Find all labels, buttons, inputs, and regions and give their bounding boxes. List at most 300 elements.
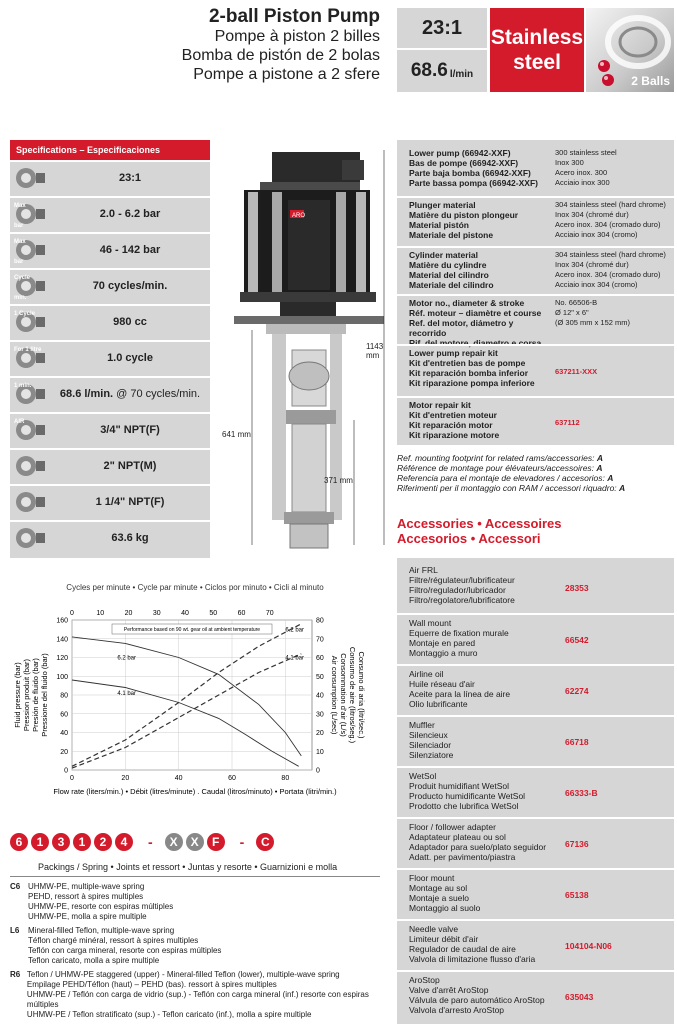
icon-caption: AIR: [14, 419, 25, 425]
icon-caption: min.: [14, 295, 27, 301]
detail-row: [397, 396, 674, 445]
accessory-label: Aceite para la línea de aire: [409, 689, 511, 699]
order-code-digit: X: [165, 833, 183, 851]
y-left-axis-label: Fluid pressure (bar): [13, 662, 22, 728]
detail-value: 300 stainless steel: [555, 148, 617, 157]
spec-row: [10, 196, 210, 230]
packing-description: UHMW-PE / Teflón con carga de vidrio (sup.) - Teflón con carga mineral (inf.) resorte con espiras múltiples: [26, 990, 369, 1009]
detail-labels: [397, 198, 547, 246]
accessory-part-number: 66542: [565, 634, 589, 645]
order-code-digit: F: [207, 833, 225, 851]
series-label: 4.1 bar: [117, 691, 137, 697]
performance-chart-svg: [10, 578, 380, 803]
accessory-label: Muffler: [409, 720, 435, 730]
accessory-row: [397, 970, 674, 1021]
order-code-digit: 3: [52, 833, 70, 851]
detail-label: Matière du piston plongeur: [409, 210, 519, 220]
dimension-lower-height: 641 mm: [222, 430, 251, 439]
packing-description: UHMW-PE / Teflon stratificato (sup.) - Teflon caricato (inf.), molla a spire multiple: [26, 1010, 312, 1019]
packing-description: Teflon caricato, molla a spire multiple: [28, 956, 160, 965]
accessory-label: WetSol: [409, 771, 437, 781]
ratio-value: 23:1: [397, 8, 487, 50]
spec-value: 3/4" NPT(F): [100, 424, 160, 436]
accessory-labels: [397, 972, 565, 1021]
accessories-title-line1: Accessories • Accessoires: [397, 516, 562, 531]
detail-label: Réf. moteur – diamètre et course: [409, 308, 542, 318]
detail-label: Material del cilindro: [409, 270, 489, 280]
fluid-inlet-icon: [10, 486, 50, 518]
detail-values: [547, 346, 674, 396]
detail-value: Acero inox. 300: [555, 168, 608, 177]
page-title: [150, 6, 380, 84]
packing-descriptions: [28, 882, 173, 922]
accessory-part-number: 65138: [565, 889, 589, 900]
detail-labels: [397, 146, 547, 196]
detail-values: [547, 146, 674, 196]
detail-label: Kit reparación bomba inferior: [409, 368, 529, 378]
y-left-tick: 100: [56, 673, 68, 681]
material-line2: steel: [513, 51, 561, 74]
icon-caption: Max: [14, 239, 26, 245]
accessory-labels: [397, 870, 565, 919]
detail-value: 304 stainless steel (hard chrome): [555, 250, 666, 259]
detail-label: Cylinder material: [409, 250, 478, 260]
accessory-label: Valvola d'arresto AroStop: [409, 1005, 505, 1015]
detail-label: Plunger material: [409, 200, 476, 210]
accessories-title: [397, 516, 562, 546]
material-line1: Stainless: [490, 26, 584, 49]
spec-value: 46 - 142 bar: [99, 244, 161, 256]
flow-unit: l/min: [449, 68, 474, 80]
order-code-separator: -: [239, 834, 245, 850]
performance-chart: [10, 578, 380, 803]
detail-label: Lower pump (66942-XXF): [409, 148, 511, 158]
cycles-per-litre-icon: [10, 342, 50, 374]
max-air-pressure-icon-graphic: [12, 199, 48, 229]
accessory-label: Válvula de paro automático AroStop: [409, 995, 545, 1005]
accessory-row: [397, 868, 674, 919]
x-bottom-tick: 60: [228, 775, 236, 782]
max-fluid-pressure-icon-graphic: [12, 235, 48, 265]
y-left-tick: 40: [60, 730, 68, 737]
packing-description: UHMW-PE, molla a spire multiple: [28, 912, 147, 921]
y-left-tick: 120: [56, 655, 68, 662]
icon-caption: Cycle: [14, 275, 31, 281]
detail-value: Inox 304 (chromé dur): [555, 210, 629, 219]
packing-option: [10, 926, 380, 966]
y-left-tick: 20: [60, 748, 68, 756]
accessory-labels: [397, 717, 565, 766]
spec-row: [10, 412, 210, 446]
spec-row: [10, 160, 210, 194]
accessory-label: Montage au sol: [409, 883, 468, 893]
y-right-tick: 50: [316, 673, 324, 681]
icon-caption: For 1 litre: [14, 347, 42, 353]
y-left-axis-label: Pressione del fluido (bar): [40, 653, 49, 737]
fluid-outlet-icon-graphic: [12, 451, 48, 481]
order-code-digit: 1: [73, 833, 91, 851]
spec-value: 63.6 kg: [111, 532, 149, 544]
packing-option: [10, 970, 380, 1020]
flow-rate-icon-graphic: [12, 379, 48, 409]
max-fluid-pressure-icon: [10, 234, 50, 266]
detail-value: Acero inox. 304 (cromado duro): [555, 220, 661, 229]
detail-values: [547, 248, 674, 294]
y-left-axis-label: Pression produit (bar): [22, 658, 31, 732]
spec-row: [10, 520, 210, 554]
series-label: 4.1 bar: [285, 655, 305, 662]
reference-line: [397, 473, 674, 483]
details-panel: [397, 140, 674, 445]
material-badge: [490, 8, 584, 92]
detail-label: Kit d'entretien moteur: [409, 410, 497, 420]
detail-label: Parte bassa pompa (66942-XXF): [409, 178, 538, 188]
reference-text: Riferimenti per il montaggio con RAM / accessori riquadro:: [397, 483, 620, 493]
accessory-part-number: 67136: [565, 838, 589, 849]
packing-description: Téflon chargé minéral, ressort à spires multiples: [28, 936, 199, 945]
accessory-label: Filtro/regulador/lubricador: [409, 585, 506, 595]
icon-caption: 1 min.: [14, 383, 32, 389]
spec-value: 2.0 - 6.2 bar: [99, 208, 161, 220]
accessory-label: Silenciador: [409, 740, 452, 750]
accessory-label: Valvola di limitazione flusso d'aria: [409, 954, 536, 964]
y-left-tick: 160: [56, 617, 68, 625]
accessory-label: Olio lubrificante: [409, 699, 468, 709]
accessory-label: Floor / follower adapter: [409, 822, 496, 832]
dimension-total-height: 1143 mm: [366, 342, 384, 360]
accessory-label: Montaggio al suolo: [409, 903, 481, 913]
accessory-label: Filtre/régulateur/lubrificateur: [409, 575, 515, 585]
detail-row: [397, 196, 674, 246]
detail-labels: [397, 398, 547, 445]
reference-code: A: [596, 453, 603, 463]
x-bottom-tick: 0: [70, 775, 74, 782]
y-left-tick: 60: [60, 711, 68, 719]
accessory-label: Filtro/regolatore/lubrificatore: [409, 595, 515, 605]
reference-note: [397, 453, 674, 493]
detail-row: [397, 246, 674, 294]
x-top-tick: 60: [237, 610, 246, 617]
detail-values: [547, 398, 674, 445]
accessory-label: Producto humidificante WetSol: [409, 791, 526, 801]
cycles-per-litre-icon-graphic: [12, 343, 48, 373]
accessory-row: [397, 919, 674, 970]
reference-line: [397, 453, 674, 463]
detail-value: Inox 304 (chromé dur): [555, 260, 629, 269]
y-right-axis-label: Consumo de aire (litros/seg.): [348, 646, 357, 744]
y-left-axis-label: Presión de fluido (bar): [31, 658, 40, 732]
spec-row: [10, 268, 210, 302]
dimension-tube-length: 371 mm: [324, 476, 353, 485]
accessory-label: Prodotto che lubrifica WetSol: [409, 801, 519, 811]
packing-code: L6: [10, 926, 20, 935]
accessory-part-number: 635043: [565, 991, 594, 1002]
x-top-tick: 40: [181, 610, 189, 617]
detail-label: Motor repair kit: [409, 400, 471, 410]
packing-descriptions: [28, 926, 221, 966]
y-left-tick: 80: [60, 692, 68, 700]
x-top-tick: 50: [209, 610, 218, 617]
title-italian: Pompe a pistone a 2 sfere: [193, 66, 380, 83]
detail-values: [547, 198, 674, 246]
weight-icon-graphic: [12, 523, 48, 553]
spec-value: 1 1/4" NPT(F): [95, 496, 165, 508]
accessory-row: [397, 715, 674, 766]
spec-row: [10, 232, 210, 266]
detail-labels: [397, 248, 547, 294]
accessory-label: Wall mount: [409, 618, 452, 628]
detail-value: Acciaio inox 300: [555, 178, 610, 187]
detail-label: Parte baja bomba (66942-XXF): [409, 168, 531, 178]
packing-description: Empilage PEHD/Téflon (haut) – PEHD (bas). ressort à spires multiples: [26, 980, 277, 989]
weight-icon: [10, 522, 50, 554]
spec-value: 2" NPT(M): [103, 460, 157, 472]
x-top-tick: 20: [124, 610, 133, 617]
y-left-tick: 140: [56, 636, 68, 644]
accessory-label: Silencieux: [409, 730, 448, 740]
order-code-digit: X: [186, 833, 204, 851]
detail-value: Inox 300: [555, 158, 584, 167]
detail-label: Kit riparazione pompa inferiore: [409, 378, 535, 388]
reference-code: A: [596, 463, 603, 473]
packings-divider: [10, 876, 380, 877]
packing-code: C6: [10, 882, 21, 891]
reference-text: Ref. mounting footprint for related rams/accessories:: [397, 453, 597, 463]
icon-caption: bar: [14, 259, 24, 265]
detail-label: Lower pump repair kit: [409, 348, 498, 358]
packing-description: UHMW-PE, multiple-wave spring: [28, 882, 145, 891]
packings-list: [10, 882, 380, 1024]
accessory-label: Huile réseau d'air: [409, 679, 475, 689]
accessory-label: Floor mount: [409, 873, 455, 883]
detail-row: [397, 294, 674, 348]
icon-caption: Max: [14, 203, 26, 209]
brand-logo: ARO: [292, 213, 306, 219]
accessory-label: Equerre de fixation murale: [409, 628, 509, 638]
packings-label: Packings / Spring • Joints et ressort • Juntas y resorte • Guarnizioni e molla: [38, 862, 338, 872]
reference-code: A: [607, 473, 614, 483]
detail-label: Rif. del motore, diametro e corsa: [409, 338, 542, 348]
detail-value: (Ø 305 mm x 152 mm): [555, 318, 631, 327]
detail-label: Materiale del pistone: [409, 230, 494, 240]
spec-row: [10, 376, 210, 410]
y-left-tick: 0: [64, 767, 68, 775]
ratio-icon: [10, 162, 50, 194]
reference-text: Référence de montage pour élévateurs/accessoires:: [397, 463, 597, 473]
accessory-label: Adatt. per pavimento/piastra: [409, 852, 516, 862]
displacement-per-cycle-icon: [10, 306, 50, 338]
accessory-part-number: 66333-B: [565, 787, 598, 798]
detail-value: 304 stainless steel (hard chrome): [555, 200, 666, 209]
specifications-heading: Specifications – Especificaciones: [10, 140, 210, 160]
order-code-separator: -: [148, 834, 153, 850]
detail-values: [547, 296, 674, 344]
reference-text: Referencia para el montaje de elevadores / accesorios:: [397, 473, 608, 483]
y-right-tick: 70: [316, 636, 324, 644]
accessories-title-line2: Accesorios • Accessori: [397, 531, 541, 546]
spec-row: [10, 484, 210, 518]
chart-title: Cycles per minute • Cycle par minute • Ciclos por minuto • Cicli al minuto: [66, 583, 324, 592]
x-top-tick: 30: [152, 610, 161, 617]
spec-value: 70 cycles/min.: [92, 280, 168, 292]
max-air-pressure-icon: [10, 198, 50, 230]
accessory-row: [397, 817, 674, 868]
accessory-labels: [397, 615, 565, 664]
ratio-icon-graphic: [12, 163, 48, 193]
spec-value-suffix: @ 70 cycles/min.: [113, 388, 201, 400]
x-bottom-tick: 80: [281, 775, 290, 782]
packing-description: Mineral-filled Teflon, multiple-wave spring: [28, 926, 175, 935]
y-right-tick: 40: [316, 692, 324, 700]
x-top-tick: 0: [70, 610, 74, 617]
detail-labels: [397, 296, 547, 348]
detail-value: No. 66506-B: [555, 298, 598, 307]
two-balls-badge: [586, 8, 674, 92]
accessory-part-number: 28353: [565, 582, 589, 593]
air-inlet-icon-graphic: [12, 415, 48, 445]
accessory-label: Needle valve: [409, 924, 459, 934]
detail-label: Matière du cylindre: [409, 260, 487, 270]
specifications-panel: [10, 140, 210, 558]
x-bottom-tick: 40: [174, 775, 183, 782]
spec-row: [10, 304, 210, 338]
accessory-row: [397, 562, 674, 613]
detail-row: [397, 344, 674, 396]
spec-value: 23:1: [118, 172, 142, 184]
accessory-labels: [397, 768, 565, 817]
x-top-tick: 70: [265, 610, 274, 617]
accessory-label: Regulador de caudal de aire: [409, 944, 516, 954]
accessory-row: [397, 664, 674, 715]
accessory-labels: [397, 921, 565, 970]
packing-description: Teflón con carga mineral, resorte con espiras múltiples: [28, 946, 222, 955]
packing-option: [10, 882, 380, 922]
detail-value: 637211-XXX: [555, 367, 598, 376]
ratio-badge: [397, 8, 487, 92]
order-code: [10, 830, 380, 854]
accessory-part-number: 66718: [565, 736, 589, 747]
x-axis-label: Flow rate (liters/min.) • Débit (litres/minute) . Caudal (litros/minuto) • Portata (litri/min.): [53, 787, 337, 796]
packing-description: UHMW-PE, resorte con espiras múltiples: [28, 902, 174, 911]
x-bottom-tick: 20: [121, 775, 130, 782]
icon-caption: 1 Cycle: [14, 311, 36, 317]
icon-caption: bar: [14, 223, 24, 229]
detail-label: Ref. del motor, diámetro y recorrido: [409, 318, 514, 338]
y-right-tick: 0: [316, 767, 320, 775]
accessory-part-number: 104104-N06: [565, 940, 612, 951]
order-code-digit: 2: [94, 833, 112, 851]
accessory-part-number: 62274: [565, 685, 589, 696]
order-code-digit: 6: [10, 833, 28, 851]
accessory-label: Airline oil: [409, 669, 444, 679]
accessory-labels: [397, 666, 565, 715]
packing-description: PEHD, ressort à spires multiples: [28, 892, 144, 901]
detail-value: Acero inox. 304 (cromado duro): [555, 270, 661, 279]
accessory-label: Limiteur débit d'air: [409, 934, 479, 944]
y-right-tick: 20: [316, 730, 324, 737]
spec-row: [10, 448, 210, 482]
detail-label: Materiale del cilindro: [409, 280, 494, 290]
accessory-row: [397, 766, 674, 817]
cycle-rate-icon: [10, 270, 50, 302]
accessory-label: AroStop: [409, 975, 440, 985]
balls-label: 2 Balls: [631, 74, 670, 88]
accessory-label: Adaptador para suelo/plato seguidor: [409, 842, 547, 852]
accessory-label: Silenziatore: [409, 750, 454, 760]
accessory-label: Montaje en pared: [409, 638, 476, 648]
packing-descriptions: [27, 970, 380, 1020]
y-right-axis-label: Consommation d'air (L/s): [339, 653, 348, 737]
order-code-digit: 4: [115, 833, 133, 851]
cycle-rate-icon-graphic: [12, 271, 48, 301]
accessory-labels: [397, 819, 565, 868]
fluid-inlet-icon-graphic: [12, 487, 48, 517]
detail-label: Kit d'entretien bas de pompe: [409, 358, 526, 368]
y-right-tick: 10: [316, 748, 324, 756]
y-right-tick: 60: [316, 655, 324, 662]
accessory-label: Air FRL: [409, 565, 438, 575]
title-english: 2-ball Piston Pump: [208, 6, 380, 27]
accessories-panel: [397, 558, 674, 1024]
y-right-tick: 30: [316, 711, 324, 719]
series-label: 6.2 bar: [117, 655, 137, 662]
detail-row: [397, 146, 674, 196]
accessory-row: [397, 613, 674, 664]
flow-value: 68.6: [410, 60, 448, 81]
x-top-tick: 10: [96, 610, 105, 617]
spec-value: 1.0 cycle: [107, 352, 153, 364]
air-inlet-icon: [10, 414, 50, 446]
detail-label: Kit reparación motor: [409, 420, 493, 430]
order-code-digit: 1: [31, 833, 49, 851]
detail-label: Bas de pompe (66942-XXF): [409, 158, 519, 168]
chart-note: Performance based on 90 wt. gear oil at ambient temperature: [123, 627, 261, 633]
detail-labels: [397, 346, 547, 396]
reference-line: [397, 463, 674, 473]
detail-label: Material pistón: [409, 220, 469, 230]
accessory-label: Adaptateur plateau ou sol: [409, 832, 506, 842]
packing-code: R6: [10, 970, 21, 979]
accessory-label: Montaje a suelo: [409, 893, 470, 903]
pump-illustration: [216, 140, 392, 560]
y-right-tick: 80: [316, 617, 324, 625]
reference-line: [397, 483, 674, 493]
series-label: 6.2 bar: [285, 627, 305, 634]
flow-badge: [397, 50, 487, 92]
spec-row: [10, 340, 210, 374]
spec-value: 980 cc: [113, 316, 147, 328]
order-code-digit: C: [256, 833, 274, 851]
title-french: Pompe à piston 2 billes: [214, 28, 380, 45]
title-spanish: Bomba de pistón de 2 bolas: [181, 47, 380, 64]
detail-label: Kit riparazione motore: [409, 430, 500, 440]
detail-value: Acciaio inox 304 (cromo): [555, 280, 638, 289]
packing-description: Teflon / UHMW-PE staggered (upper) - Mineral-filled Teflon (lower), multiple-wave spring: [26, 970, 340, 979]
accessory-labels: [397, 562, 565, 613]
detail-value: Acciaio inox 304 (cromo): [555, 230, 638, 239]
fluid-outlet-icon: [10, 450, 50, 482]
detail-value: 637112: [555, 417, 580, 427]
accessory-label: Valve d'arrêt AroStop: [409, 985, 489, 995]
flow-rate-icon: [10, 378, 50, 410]
accessory-label: Produit humidifiant WetSol: [409, 781, 510, 791]
detail-label: Motor no., diameter & stroke: [409, 298, 525, 308]
reference-code: A: [619, 483, 626, 493]
displacement-per-cycle-icon-graphic: [12, 307, 48, 337]
y-right-axis-label: Consumo di aria (litri/sec.): [357, 651, 366, 739]
accessory-label: Montaggio a muro: [409, 648, 478, 658]
y-right-axis-label: Air consumption (L/sec): [330, 655, 339, 735]
